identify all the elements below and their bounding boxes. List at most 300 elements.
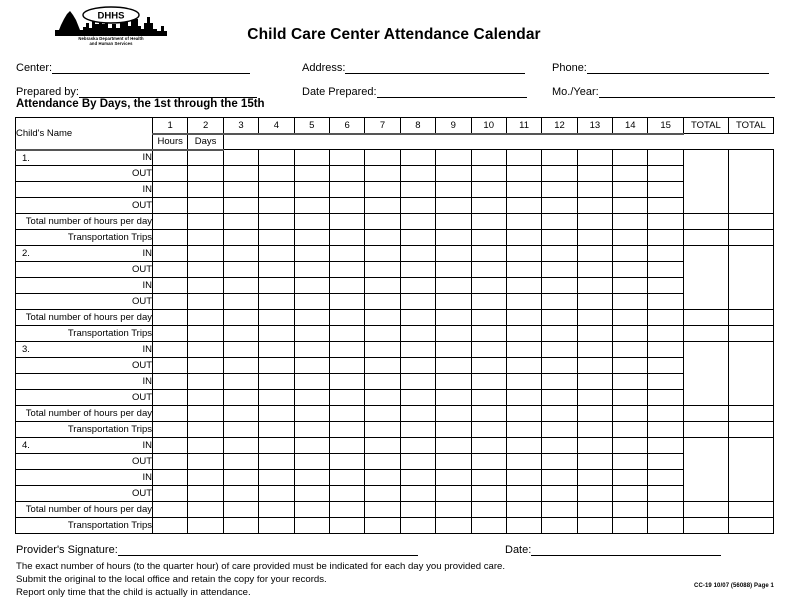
cell-child1-trips-day10[interactable]: [471, 230, 506, 246]
cell-child1-hours-total-hours[interactable]: [683, 214, 728, 230]
date-prepared-input[interactable]: [377, 86, 527, 98]
cell-child1-out3-day13[interactable]: [577, 198, 612, 214]
cell-child3-in2-day1[interactable]: [153, 374, 188, 390]
cell-child1-in2-day7[interactable]: [365, 182, 400, 198]
cell-child2-in2-day5[interactable]: [294, 278, 329, 294]
cell-child1-in2-day11[interactable]: [506, 182, 541, 198]
cell-child3-trips-day6[interactable]: [329, 422, 364, 438]
cell-child3-hours-day4[interactable]: [259, 406, 294, 422]
cell-child3-trips-day10[interactable]: [471, 422, 506, 438]
cell-child3-out3-day3[interactable]: [223, 390, 258, 406]
cell-child2-out3-day5[interactable]: [294, 294, 329, 310]
cell-child1-out3-day6[interactable]: [329, 198, 364, 214]
cell-child1-out1-day15[interactable]: [648, 166, 683, 182]
cell-child2-trips-day14[interactable]: [613, 326, 648, 342]
cell-child1-in0-day1[interactable]: [153, 150, 188, 166]
cell-child3-trips-day8[interactable]: [400, 422, 435, 438]
cell-child1-out1-day7[interactable]: [365, 166, 400, 182]
cell-child1-out1-day3[interactable]: [223, 166, 258, 182]
cell-child4-out1-day3[interactable]: [223, 454, 258, 470]
child-3-row-label-in-2[interactable]: [16, 374, 153, 390]
cell-child4-trips-day15[interactable]: [648, 518, 683, 534]
signature-date-field[interactable]: [505, 544, 721, 556]
cell-child2-in0-day15[interactable]: [648, 246, 683, 262]
cell-child2-hours-day3[interactable]: [223, 310, 258, 326]
cell-child4-in2-day8[interactable]: [400, 470, 435, 486]
child-1-row-label-out-1[interactable]: [16, 166, 153, 182]
cell-child2-in0-day10[interactable]: [471, 246, 506, 262]
prepared-by-field[interactable]: [16, 86, 257, 98]
cell-child1-hours-day7[interactable]: [365, 214, 400, 230]
cell-child3-trips-day4[interactable]: [259, 422, 294, 438]
cell-child3-out3-day10[interactable]: [471, 390, 506, 406]
cell-child3-in2-day9[interactable]: [436, 374, 471, 390]
cell-child4-total-days[interactable]: [728, 438, 773, 502]
cell-child3-trips-day13[interactable]: [577, 422, 612, 438]
cell-child4-trips-day13[interactable]: [577, 518, 612, 534]
cell-child4-in2-day14[interactable]: [613, 470, 648, 486]
cell-child1-in0-day13[interactable]: [577, 150, 612, 166]
cell-child1-hours-day13[interactable]: [577, 214, 612, 230]
cell-child1-out1-day14[interactable]: [613, 166, 648, 182]
child-2-row-label-in-2[interactable]: [16, 278, 153, 294]
cell-child2-out1-day9[interactable]: [436, 262, 471, 278]
cell-child4-out3-day1[interactable]: [153, 486, 188, 502]
cell-child3-out3-day15[interactable]: [648, 390, 683, 406]
cell-child3-out1-day8[interactable]: [400, 358, 435, 374]
cell-child4-hours-day9[interactable]: [436, 502, 471, 518]
cell-child3-hours-day12[interactable]: [542, 406, 577, 422]
cell-child3-total-days[interactable]: [728, 342, 773, 406]
cell-child1-in0-day10[interactable]: [471, 150, 506, 166]
cell-child1-in0-day14[interactable]: [613, 150, 648, 166]
child-3-row-label-out-1[interactable]: [16, 358, 153, 374]
mo-year-input[interactable]: [599, 86, 775, 98]
cell-child4-out3-day4[interactable]: [259, 486, 294, 502]
cell-child3-out3-day13[interactable]: [577, 390, 612, 406]
cell-child4-out3-day5[interactable]: [294, 486, 329, 502]
cell-child2-trips-total-days[interactable]: [728, 326, 773, 342]
cell-child1-hours-day8[interactable]: [400, 214, 435, 230]
cell-child3-out1-day13[interactable]: [577, 358, 612, 374]
cell-child3-hours-day3[interactable]: [223, 406, 258, 422]
cell-child1-trips-day8[interactable]: [400, 230, 435, 246]
cell-child3-in0-day10[interactable]: [471, 342, 506, 358]
cell-child2-hours-day8[interactable]: [400, 310, 435, 326]
cell-child2-out1-day3[interactable]: [223, 262, 258, 278]
child-4-row-label-in-2[interactable]: [16, 470, 153, 486]
child-2-row-label-out-1[interactable]: [16, 262, 153, 278]
cell-child3-out1-day11[interactable]: [506, 358, 541, 374]
cell-child1-hours-day4[interactable]: [259, 214, 294, 230]
cell-child2-in0-day3[interactable]: [223, 246, 258, 262]
cell-child4-out1-day1[interactable]: [153, 454, 188, 470]
prepared-by-input[interactable]: [79, 86, 257, 98]
cell-child2-in2-day8[interactable]: [400, 278, 435, 294]
cell-child3-in0-day8[interactable]: [400, 342, 435, 358]
cell-child3-in2-day10[interactable]: [471, 374, 506, 390]
cell-child4-hours-day8[interactable]: [400, 502, 435, 518]
cell-child4-out3-day7[interactable]: [365, 486, 400, 502]
cell-child4-trips-day3[interactable]: [223, 518, 258, 534]
cell-child4-trips-day9[interactable]: [436, 518, 471, 534]
cell-child4-in0-day12[interactable]: [542, 438, 577, 454]
cell-child3-in0-day13[interactable]: [577, 342, 612, 358]
cell-child3-hours-day14[interactable]: [613, 406, 648, 422]
cell-child2-hours-day4[interactable]: [259, 310, 294, 326]
cell-child3-in0-day15[interactable]: [648, 342, 683, 358]
cell-child1-hours-day14[interactable]: [613, 214, 648, 230]
cell-child1-in2-day8[interactable]: [400, 182, 435, 198]
cell-child1-out1-day8[interactable]: [400, 166, 435, 182]
cell-child1-out3-day15[interactable]: [648, 198, 683, 214]
cell-child4-hours-day1[interactable]: [153, 502, 188, 518]
cell-child3-in2-day8[interactable]: [400, 374, 435, 390]
cell-child4-in2-day1[interactable]: [153, 470, 188, 486]
cell-child1-in0-day15[interactable]: [648, 150, 683, 166]
cell-child2-in0-day13[interactable]: [577, 246, 612, 262]
cell-child2-hours-day11[interactable]: [506, 310, 541, 326]
cell-child1-in2-day12[interactable]: [542, 182, 577, 198]
child-1-row-label-in-0[interactable]: [16, 150, 153, 166]
cell-child1-in2-day2[interactable]: [188, 182, 223, 198]
cell-child4-out3-day12[interactable]: [542, 486, 577, 502]
cell-child3-in2-day3[interactable]: [223, 374, 258, 390]
cell-child2-trips-day10[interactable]: [471, 326, 506, 342]
cell-child1-out3-day11[interactable]: [506, 198, 541, 214]
cell-child4-trips-total-days[interactable]: [728, 518, 773, 534]
cell-child3-out1-day14[interactable]: [613, 358, 648, 374]
cell-child3-out3-day11[interactable]: [506, 390, 541, 406]
phone-input[interactable]: [587, 62, 769, 74]
cell-child3-trips-day11[interactable]: [506, 422, 541, 438]
cell-child2-total-days[interactable]: [728, 246, 773, 310]
date-prepared-field[interactable]: [302, 86, 527, 98]
cell-child4-in2-day5[interactable]: [294, 470, 329, 486]
child-3-row-label-in-0[interactable]: [16, 342, 153, 358]
cell-child4-in0-day4[interactable]: [259, 438, 294, 454]
cell-child2-trips-day8[interactable]: [400, 326, 435, 342]
cell-child2-in0-day9[interactable]: [436, 246, 471, 262]
cell-child3-hours-total-days[interactable]: [728, 406, 773, 422]
cell-child1-in2-day9[interactable]: [436, 182, 471, 198]
signature-date-input[interactable]: [531, 544, 721, 556]
cell-child2-out1-day5[interactable]: [294, 262, 329, 278]
cell-child3-in0-day12[interactable]: [542, 342, 577, 358]
cell-child4-hours-day6[interactable]: [329, 502, 364, 518]
cell-child3-hours-day5[interactable]: [294, 406, 329, 422]
cell-child3-in0-day6[interactable]: [329, 342, 364, 358]
cell-child4-in0-day2[interactable]: [188, 438, 223, 454]
cell-child3-out1-day1[interactable]: [153, 358, 188, 374]
cell-child4-out3-day10[interactable]: [471, 486, 506, 502]
cell-child3-trips-day15[interactable]: [648, 422, 683, 438]
cell-child2-hours-total-days[interactable]: [728, 310, 773, 326]
cell-child3-trips-total-days[interactable]: [728, 422, 773, 438]
cell-child1-in0-day4[interactable]: [259, 150, 294, 166]
address-input[interactable]: [345, 62, 525, 74]
cell-child4-trips-day5[interactable]: [294, 518, 329, 534]
cell-child3-in2-day15[interactable]: [648, 374, 683, 390]
cell-child4-out1-day9[interactable]: [436, 454, 471, 470]
cell-child3-out3-day9[interactable]: [436, 390, 471, 406]
cell-child3-in0-day5[interactable]: [294, 342, 329, 358]
cell-child2-trips-total-hours[interactable]: [683, 326, 728, 342]
cell-child4-out1-day12[interactable]: [542, 454, 577, 470]
cell-child4-out1-day14[interactable]: [613, 454, 648, 470]
cell-child2-total-hours[interactable]: [683, 246, 728, 310]
cell-child2-in2-day4[interactable]: [259, 278, 294, 294]
cell-child4-hours-day13[interactable]: [577, 502, 612, 518]
cell-child1-out1-day11[interactable]: [506, 166, 541, 182]
provider-signature-input[interactable]: [118, 544, 418, 556]
cell-child2-out3-day4[interactable]: [259, 294, 294, 310]
cell-child2-out3-day15[interactable]: [648, 294, 683, 310]
cell-child3-in0-day11[interactable]: [506, 342, 541, 358]
cell-child2-trips-day3[interactable]: [223, 326, 258, 342]
cell-child1-out1-day1[interactable]: [153, 166, 188, 182]
cell-child3-hours-day2[interactable]: [188, 406, 223, 422]
cell-child2-in0-day6[interactable]: [329, 246, 364, 262]
cell-child1-trips-day14[interactable]: [613, 230, 648, 246]
cell-child1-in0-day2[interactable]: [188, 150, 223, 166]
cell-child2-in0-day8[interactable]: [400, 246, 435, 262]
cell-child3-out3-day7[interactable]: [365, 390, 400, 406]
cell-child1-trips-day9[interactable]: [436, 230, 471, 246]
cell-child3-in2-day6[interactable]: [329, 374, 364, 390]
cell-child4-out1-day11[interactable]: [506, 454, 541, 470]
cell-child1-total-hours[interactable]: [683, 150, 728, 214]
cell-child3-total-hours[interactable]: [683, 342, 728, 406]
cell-child1-trips-day1[interactable]: [153, 230, 188, 246]
cell-child2-out1-day2[interactable]: [188, 262, 223, 278]
child-2-row-label-out-3[interactable]: [16, 294, 153, 310]
cell-child4-trips-day10[interactable]: [471, 518, 506, 534]
cell-child2-hours-day9[interactable]: [436, 310, 471, 326]
cell-child2-in2-day1[interactable]: [153, 278, 188, 294]
cell-child1-in2-day6[interactable]: [329, 182, 364, 198]
cell-child3-in2-day13[interactable]: [577, 374, 612, 390]
cell-child4-in0-day10[interactable]: [471, 438, 506, 454]
cell-child4-trips-day7[interactable]: [365, 518, 400, 534]
cell-child3-out3-day12[interactable]: [542, 390, 577, 406]
cell-child1-out1-day10[interactable]: [471, 166, 506, 182]
cell-child4-in2-day7[interactable]: [365, 470, 400, 486]
cell-child2-hours-day15[interactable]: [648, 310, 683, 326]
child-4-row-label-out-3[interactable]: [16, 486, 153, 502]
cell-child1-in0-day3[interactable]: [223, 150, 258, 166]
cell-child1-total-days[interactable]: [728, 150, 773, 214]
cell-child4-out1-day2[interactable]: [188, 454, 223, 470]
cell-child4-trips-day1[interactable]: [153, 518, 188, 534]
cell-child1-out3-day3[interactable]: [223, 198, 258, 214]
cell-child2-out3-day8[interactable]: [400, 294, 435, 310]
child-1-row-label-out-3[interactable]: [16, 198, 153, 214]
cell-child3-out3-day4[interactable]: [259, 390, 294, 406]
cell-child2-trips-day9[interactable]: [436, 326, 471, 342]
center-input[interactable]: [52, 62, 250, 74]
cell-child4-in0-day7[interactable]: [365, 438, 400, 454]
cell-child1-trips-total-days[interactable]: [728, 230, 773, 246]
cell-child3-out1-day7[interactable]: [365, 358, 400, 374]
child-3-row-label-out-3[interactable]: [16, 390, 153, 406]
cell-child2-trips-day12[interactable]: [542, 326, 577, 342]
cell-child2-in0-day1[interactable]: [153, 246, 188, 262]
child-2-row-label-in-0[interactable]: [16, 246, 153, 262]
cell-child1-hours-day5[interactable]: [294, 214, 329, 230]
cell-child2-out1-day15[interactable]: [648, 262, 683, 278]
cell-child1-hours-total-days[interactable]: [728, 214, 773, 230]
cell-child1-trips-day11[interactable]: [506, 230, 541, 246]
cell-child1-trips-total-hours[interactable]: [683, 230, 728, 246]
cell-child2-out1-day10[interactable]: [471, 262, 506, 278]
cell-child3-in0-day4[interactable]: [259, 342, 294, 358]
cell-child1-trips-day15[interactable]: [648, 230, 683, 246]
cell-child3-trips-total-hours[interactable]: [683, 422, 728, 438]
cell-child3-in0-day14[interactable]: [613, 342, 648, 358]
cell-child3-out3-day1[interactable]: [153, 390, 188, 406]
cell-child2-hours-day6[interactable]: [329, 310, 364, 326]
cell-child3-hours-day11[interactable]: [506, 406, 541, 422]
cell-child1-out3-day14[interactable]: [613, 198, 648, 214]
cell-child2-in2-day7[interactable]: [365, 278, 400, 294]
cell-child2-in0-day14[interactable]: [613, 246, 648, 262]
cell-child1-in0-day7[interactable]: [365, 150, 400, 166]
address-field[interactable]: [302, 62, 525, 74]
cell-child1-hours-day6[interactable]: [329, 214, 364, 230]
cell-child1-trips-day6[interactable]: [329, 230, 364, 246]
cell-child3-out1-day3[interactable]: [223, 358, 258, 374]
cell-child1-hours-day11[interactable]: [506, 214, 541, 230]
cell-child2-out3-day6[interactable]: [329, 294, 364, 310]
cell-child4-trips-day14[interactable]: [613, 518, 648, 534]
cell-child1-in2-day15[interactable]: [648, 182, 683, 198]
cell-child1-in2-day3[interactable]: [223, 182, 258, 198]
cell-child3-trips-day5[interactable]: [294, 422, 329, 438]
cell-child3-out1-day2[interactable]: [188, 358, 223, 374]
cell-child1-in2-day10[interactable]: [471, 182, 506, 198]
cell-child2-in2-day9[interactable]: [436, 278, 471, 294]
cell-child1-out1-day2[interactable]: [188, 166, 223, 182]
cell-child3-out1-day10[interactable]: [471, 358, 506, 374]
cell-child3-trips-day9[interactable]: [436, 422, 471, 438]
cell-child4-in2-day2[interactable]: [188, 470, 223, 486]
cell-child3-out1-day9[interactable]: [436, 358, 471, 374]
cell-child1-out1-day4[interactable]: [259, 166, 294, 182]
cell-child2-out1-day14[interactable]: [613, 262, 648, 278]
cell-child2-in2-day13[interactable]: [577, 278, 612, 294]
cell-child1-in2-day5[interactable]: [294, 182, 329, 198]
cell-child4-trips-day11[interactable]: [506, 518, 541, 534]
cell-child2-in2-day10[interactable]: [471, 278, 506, 294]
cell-child4-out1-day8[interactable]: [400, 454, 435, 470]
cell-child4-out3-day3[interactable]: [223, 486, 258, 502]
cell-child2-in2-day3[interactable]: [223, 278, 258, 294]
cell-child1-out1-day13[interactable]: [577, 166, 612, 182]
cell-child3-in2-day4[interactable]: [259, 374, 294, 390]
cell-child4-in0-day6[interactable]: [329, 438, 364, 454]
cell-child1-out3-day10[interactable]: [471, 198, 506, 214]
cell-child4-in0-day13[interactable]: [577, 438, 612, 454]
cell-child2-trips-day15[interactable]: [648, 326, 683, 342]
cell-child3-hours-day13[interactable]: [577, 406, 612, 422]
cell-child1-hours-day12[interactable]: [542, 214, 577, 230]
cell-child2-trips-day6[interactable]: [329, 326, 364, 342]
cell-child2-hours-day7[interactable]: [365, 310, 400, 326]
cell-child2-in0-day4[interactable]: [259, 246, 294, 262]
cell-child4-hours-day11[interactable]: [506, 502, 541, 518]
cell-child4-out3-day9[interactable]: [436, 486, 471, 502]
cell-child2-out3-day3[interactable]: [223, 294, 258, 310]
cell-child4-total-hours[interactable]: [683, 438, 728, 502]
mo-year-field[interactable]: [552, 86, 775, 98]
cell-child4-out3-day6[interactable]: [329, 486, 364, 502]
cell-child4-in2-day12[interactable]: [542, 470, 577, 486]
cell-child1-in0-day8[interactable]: [400, 150, 435, 166]
cell-child1-trips-day3[interactable]: [223, 230, 258, 246]
cell-child4-out1-day5[interactable]: [294, 454, 329, 470]
cell-child1-trips-day7[interactable]: [365, 230, 400, 246]
child-4-row-label-out-1[interactable]: [16, 454, 153, 470]
cell-child4-hours-day12[interactable]: [542, 502, 577, 518]
cell-child1-out1-day5[interactable]: [294, 166, 329, 182]
cell-child2-out3-day11[interactable]: [506, 294, 541, 310]
cell-child4-out1-day13[interactable]: [577, 454, 612, 470]
cell-child2-out1-day7[interactable]: [365, 262, 400, 278]
cell-child4-in0-day3[interactable]: [223, 438, 258, 454]
cell-child4-in2-day9[interactable]: [436, 470, 471, 486]
cell-child4-trips-day8[interactable]: [400, 518, 435, 534]
cell-child2-trips-day1[interactable]: [153, 326, 188, 342]
cell-child2-out3-day13[interactable]: [577, 294, 612, 310]
cell-child3-hours-day10[interactable]: [471, 406, 506, 422]
cell-child4-in0-day1[interactable]: [153, 438, 188, 454]
cell-child4-out1-day15[interactable]: [648, 454, 683, 470]
cell-child2-hours-day12[interactable]: [542, 310, 577, 326]
cell-child4-hours-day10[interactable]: [471, 502, 506, 518]
cell-child3-trips-day2[interactable]: [188, 422, 223, 438]
cell-child3-in0-day9[interactable]: [436, 342, 471, 358]
cell-child4-hours-day2[interactable]: [188, 502, 223, 518]
cell-child1-out1-day12[interactable]: [542, 166, 577, 182]
cell-child4-hours-day15[interactable]: [648, 502, 683, 518]
cell-child4-out1-day7[interactable]: [365, 454, 400, 470]
cell-child3-out3-day2[interactable]: [188, 390, 223, 406]
cell-child4-hours-total-hours[interactable]: [683, 502, 728, 518]
cell-child4-hours-total-days[interactable]: [728, 502, 773, 518]
cell-child4-in2-day15[interactable]: [648, 470, 683, 486]
cell-child1-out3-day2[interactable]: [188, 198, 223, 214]
cell-child3-out3-day8[interactable]: [400, 390, 435, 406]
cell-child1-out3-day1[interactable]: [153, 198, 188, 214]
cell-child2-out3-day7[interactable]: [365, 294, 400, 310]
cell-child4-out3-day11[interactable]: [506, 486, 541, 502]
cell-child3-out1-day6[interactable]: [329, 358, 364, 374]
cell-child3-trips-day3[interactable]: [223, 422, 258, 438]
cell-child1-hours-day1[interactable]: [153, 214, 188, 230]
cell-child3-trips-day1[interactable]: [153, 422, 188, 438]
cell-child3-in2-day11[interactable]: [506, 374, 541, 390]
center-field[interactable]: [16, 62, 250, 74]
cell-child2-out1-day8[interactable]: [400, 262, 435, 278]
cell-child1-out3-day4[interactable]: [259, 198, 294, 214]
cell-child3-in2-day5[interactable]: [294, 374, 329, 390]
cell-child3-in0-day7[interactable]: [365, 342, 400, 358]
cell-child2-in2-day12[interactable]: [542, 278, 577, 294]
cell-child1-hours-day2[interactable]: [188, 214, 223, 230]
cell-child3-in2-day2[interactable]: [188, 374, 223, 390]
cell-child3-in0-day3[interactable]: [223, 342, 258, 358]
